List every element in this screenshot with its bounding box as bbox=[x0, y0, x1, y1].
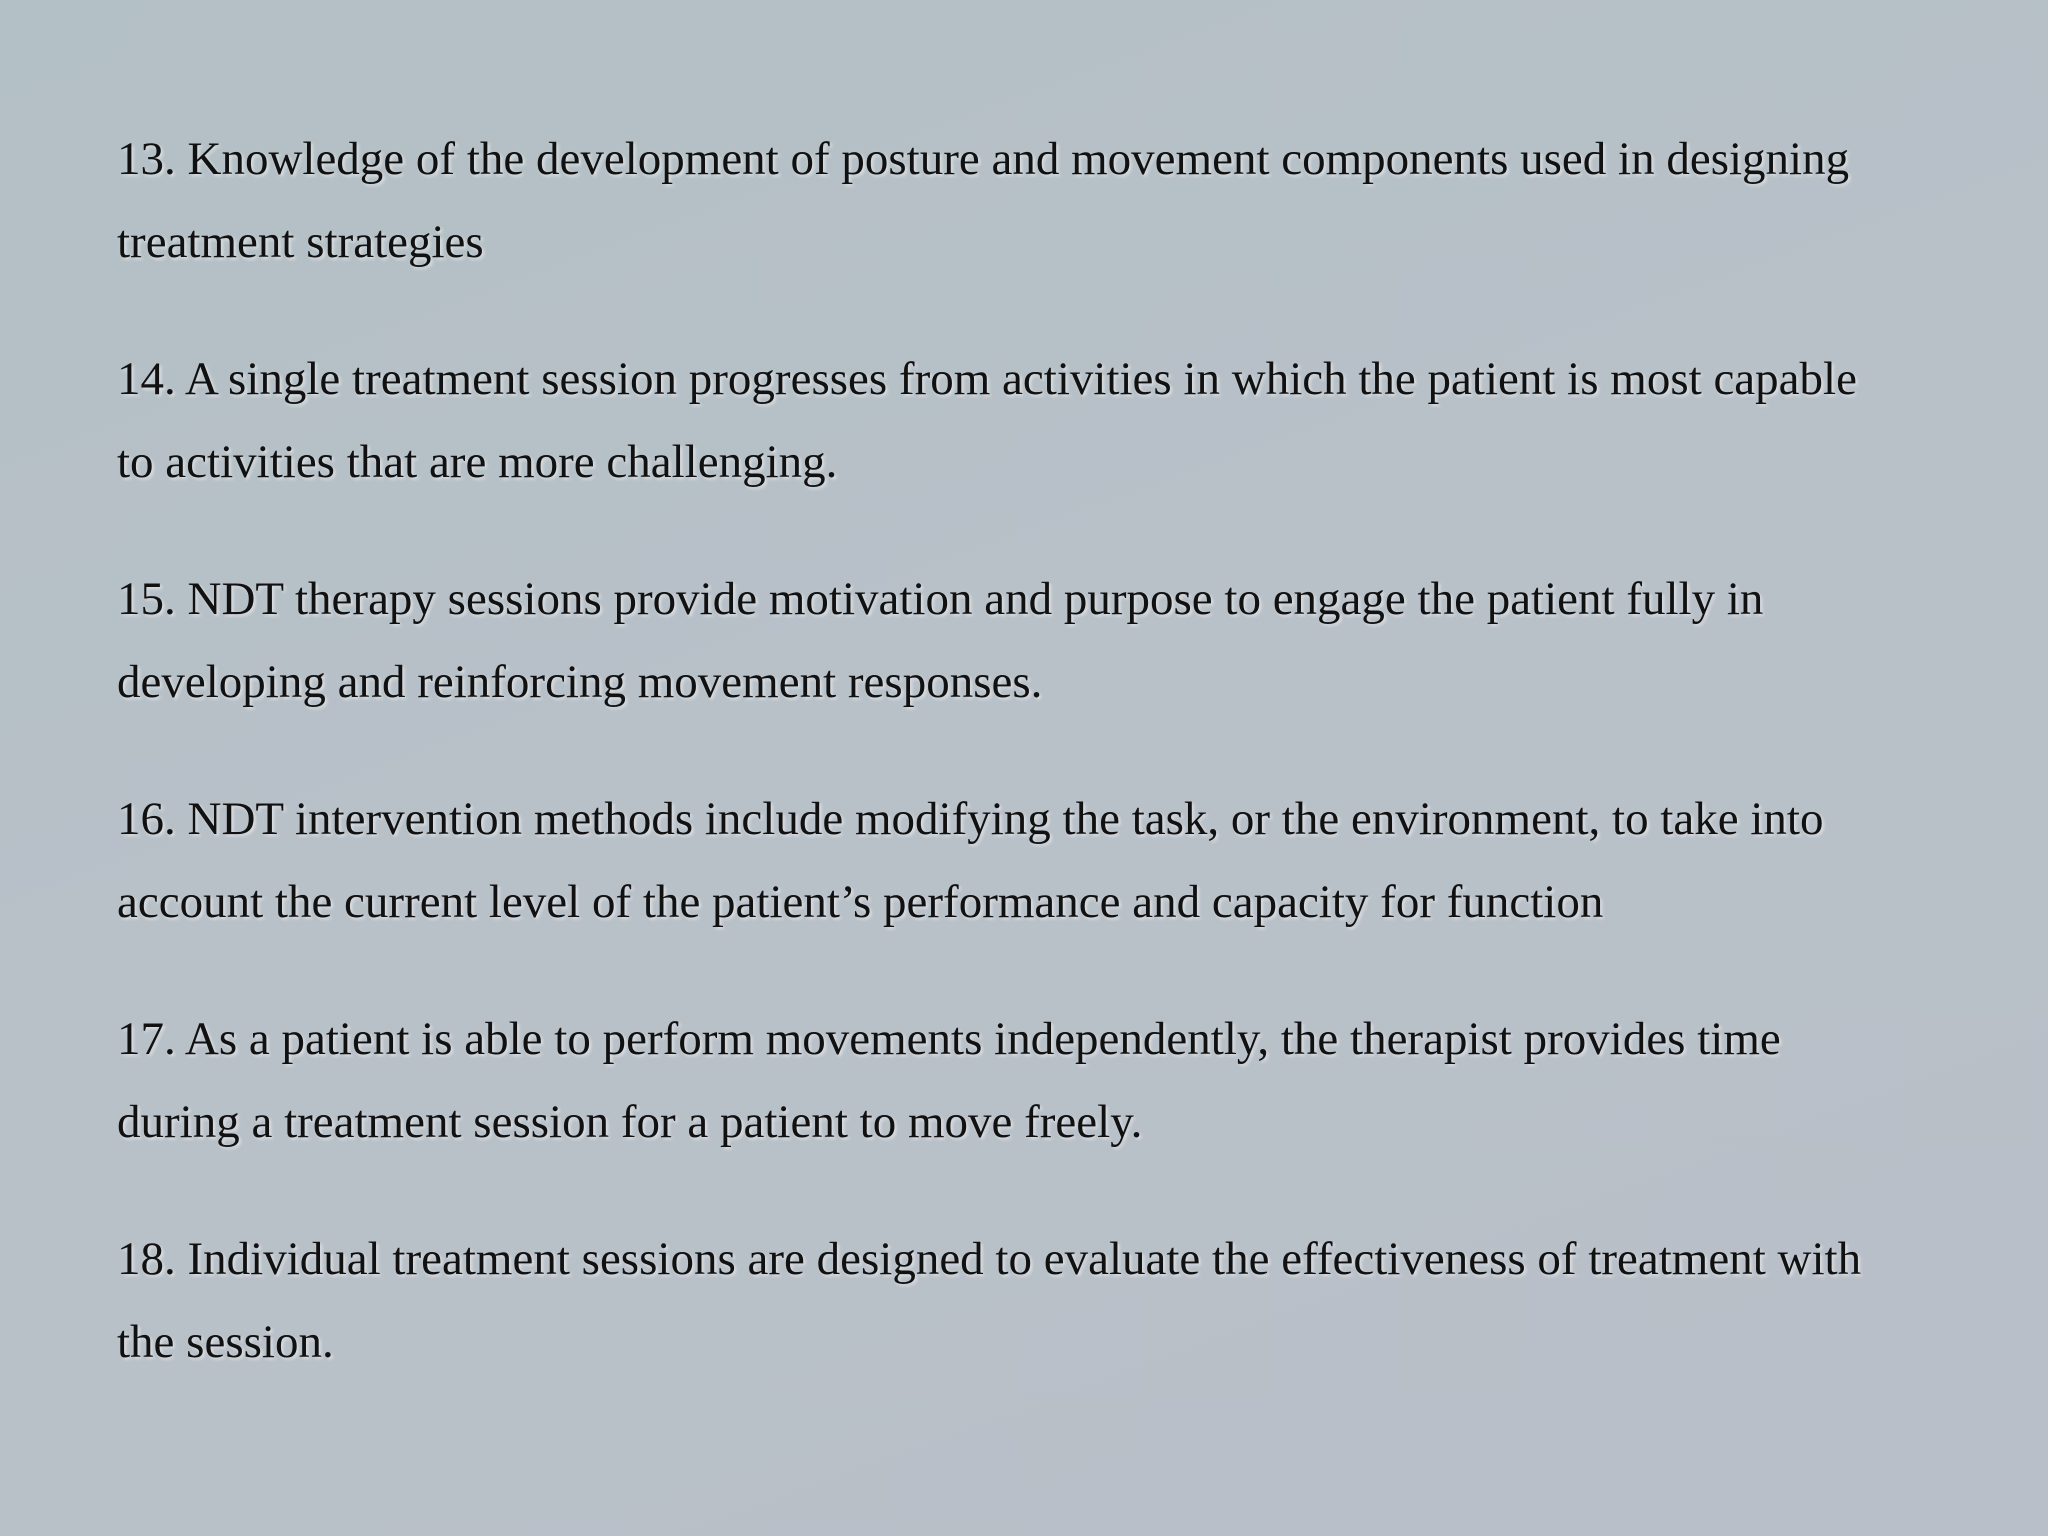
point-text: 18. Individual treatment sessions are designed to evaluate the effectiveness of treatment with the session. bbox=[117, 1233, 1862, 1368]
point-text: 15. NDT therapy sessions provide motivation and purpose to engage the patient fully in developing and reinforcing movement responses. bbox=[117, 573, 1764, 708]
point-16 bbox=[117, 778, 1897, 944]
point-text: 17. As a patient is able to perform movements independently, the therapist provides time during a treatment session for a patient to move freely. bbox=[117, 1013, 1781, 1148]
point-17 bbox=[117, 998, 1897, 1164]
point-15 bbox=[117, 558, 1897, 724]
point-18 bbox=[117, 1218, 1897, 1384]
point-text: 14. A single treatment session progresses from activities in which the patient is most capable to activities that are more challenging. bbox=[117, 353, 1857, 488]
point-text: 16. NDT intervention methods include modifying the task, or the environment, to take into account the current level of the patient’s performance and capacity for function bbox=[117, 793, 1824, 928]
points-list bbox=[117, 118, 1897, 1384]
point-13 bbox=[117, 118, 1897, 284]
point-text: 13. Knowledge of the development of posture and movement components used in designing treatment strategies bbox=[117, 133, 1850, 268]
point-14 bbox=[117, 338, 1897, 504]
